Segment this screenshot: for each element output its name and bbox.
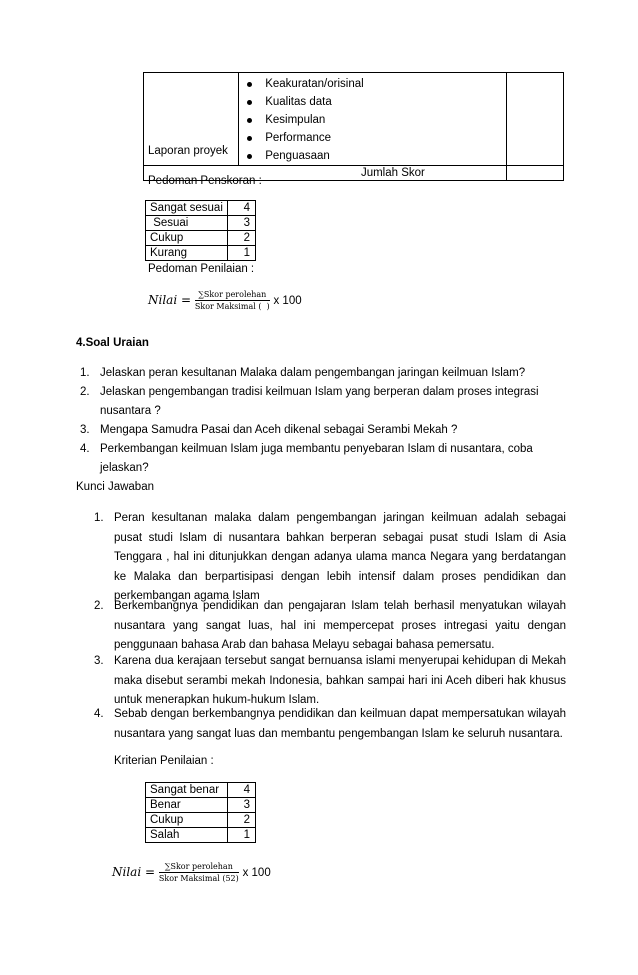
formula-lhs: Nilai = (148, 293, 192, 307)
score-table-benar (145, 782, 256, 843)
answer-item: 1. Peran kesultanan malaka dalam pengembangan jaringan keilmuan adalah sebagai pusat studi Islam di nusantara bahkan berperan sebagai pusat studi Islam di Asia Tenggara , hal ini ditunjukkan dengan adanya ulama manca Negara yang berdatangan ke Malaka dan berpartisipasi dengan lebih intensif dalam proses pendidikan dan perkembangan agama Islam (94, 512, 566, 602)
table-row: Cukup 2 (146, 813, 256, 828)
criteria-item: Penguasaan (239, 147, 506, 165)
table-row: Sesuai 3 (146, 216, 256, 231)
criteria-item: Performance (239, 129, 506, 147)
kriteria-label: Kriterian Penilaian : (114, 755, 214, 767)
formula-fraction (195, 290, 270, 311)
question-item: 1. Jelaskan peran kesultanan Malaka dalam pengembangan jaringan keilmuan Islam? (80, 367, 526, 379)
question-item: 4. Perkembangan keilmuan Islam juga membantu penyebaran Islam di nusantara, coba jelaskan? (80, 443, 533, 474)
pedoman-penskoran-label: Pedoman Penskoran : (148, 175, 262, 187)
bullet-icon (247, 154, 252, 159)
formula-numerator: ∑Skor perolehan (159, 862, 239, 873)
formula-multiplier: x 100 (242, 867, 271, 879)
section-title: 4.Soal Uraian (76, 337, 149, 349)
score-empty-cell (506, 73, 563, 166)
project-row-label (144, 73, 239, 166)
formula-numerator: ∑Skor perolehan (195, 290, 270, 301)
formula-lhs: Nilai = (112, 865, 156, 879)
formula-denominator: Skor Maksimal ( ) (194, 302, 270, 311)
score-formula-2 (112, 862, 271, 883)
formula-fraction (159, 862, 239, 883)
project-assessment-table (143, 72, 564, 181)
table-row: Cukup 2 (146, 231, 256, 246)
table-row: Salah 1 (146, 828, 256, 843)
project-row-label-text: Laporan proyek (148, 145, 228, 157)
total-score-label: Jumlah Skor (360, 167, 425, 179)
table-row: Sangat sesuai 4 (146, 201, 256, 216)
pedoman-penilaian-label: Pedoman Penilaian : (148, 263, 255, 275)
bullet-icon (247, 82, 252, 87)
score-table-sesuai (145, 200, 256, 261)
bullet-icon (247, 100, 252, 105)
formula-multiplier: x 100 (273, 295, 302, 307)
bullet-icon (247, 136, 252, 141)
bullet-icon (247, 118, 252, 123)
total-score-value (506, 166, 563, 181)
answer-item: 3. Karena dua kerajaan tersebut sangat bernuansa islami menyerupai kehidupan di Mekah maka disebut serambi mekah Indonesia, bahkan sampai hari ini Aceh diberi hak khusus untuk menerapkan hukum-hukum Islam. (94, 655, 566, 706)
criteria-cell (239, 73, 507, 166)
question-item: 2. Jelaskan pengembangan tradisi keilmuan Islam yang berperan dalam proses integrasi nusantara ? (80, 386, 539, 417)
table-row: Sangat benar 4 (146, 783, 256, 798)
formula-denominator: Skor Maksimal (52) (158, 874, 239, 883)
criteria-item: Kesimpulan (239, 111, 506, 129)
criteria-item: Kualitas data (239, 93, 506, 111)
answer-item: 2. Berkembangnya pendidikan dan pengajaran Islam telah berhasil menyatukan wilayah nusantara yang sangat luas, hal ini mempercepat proses intregasi yaitu dengan penggunaan bahasa Arab dan bahasa Melayu sebagai bahasa pemersatu. (94, 600, 566, 651)
table-row: Kurang 1 (146, 246, 256, 261)
score-formula-1 (148, 290, 302, 311)
table-row: Benar 3 (146, 798, 256, 813)
answer-key-label: Kunci Jawaban (76, 481, 154, 493)
question-item: 3. Mengapa Samudra Pasai dan Aceh dikenal sebagai Serambi Mekah ? (80, 424, 458, 436)
answer-item: 4. Sebab dengan berkembangnya pendidikan dan keilmuan dapat mempersatukan wilayah nusantara yang sangat luas dan membantu pengembangan Islam ke seluruh nusantara. (94, 708, 566, 740)
criteria-list (239, 75, 506, 165)
criteria-item: Keakuratan/orisinal (239, 75, 506, 93)
